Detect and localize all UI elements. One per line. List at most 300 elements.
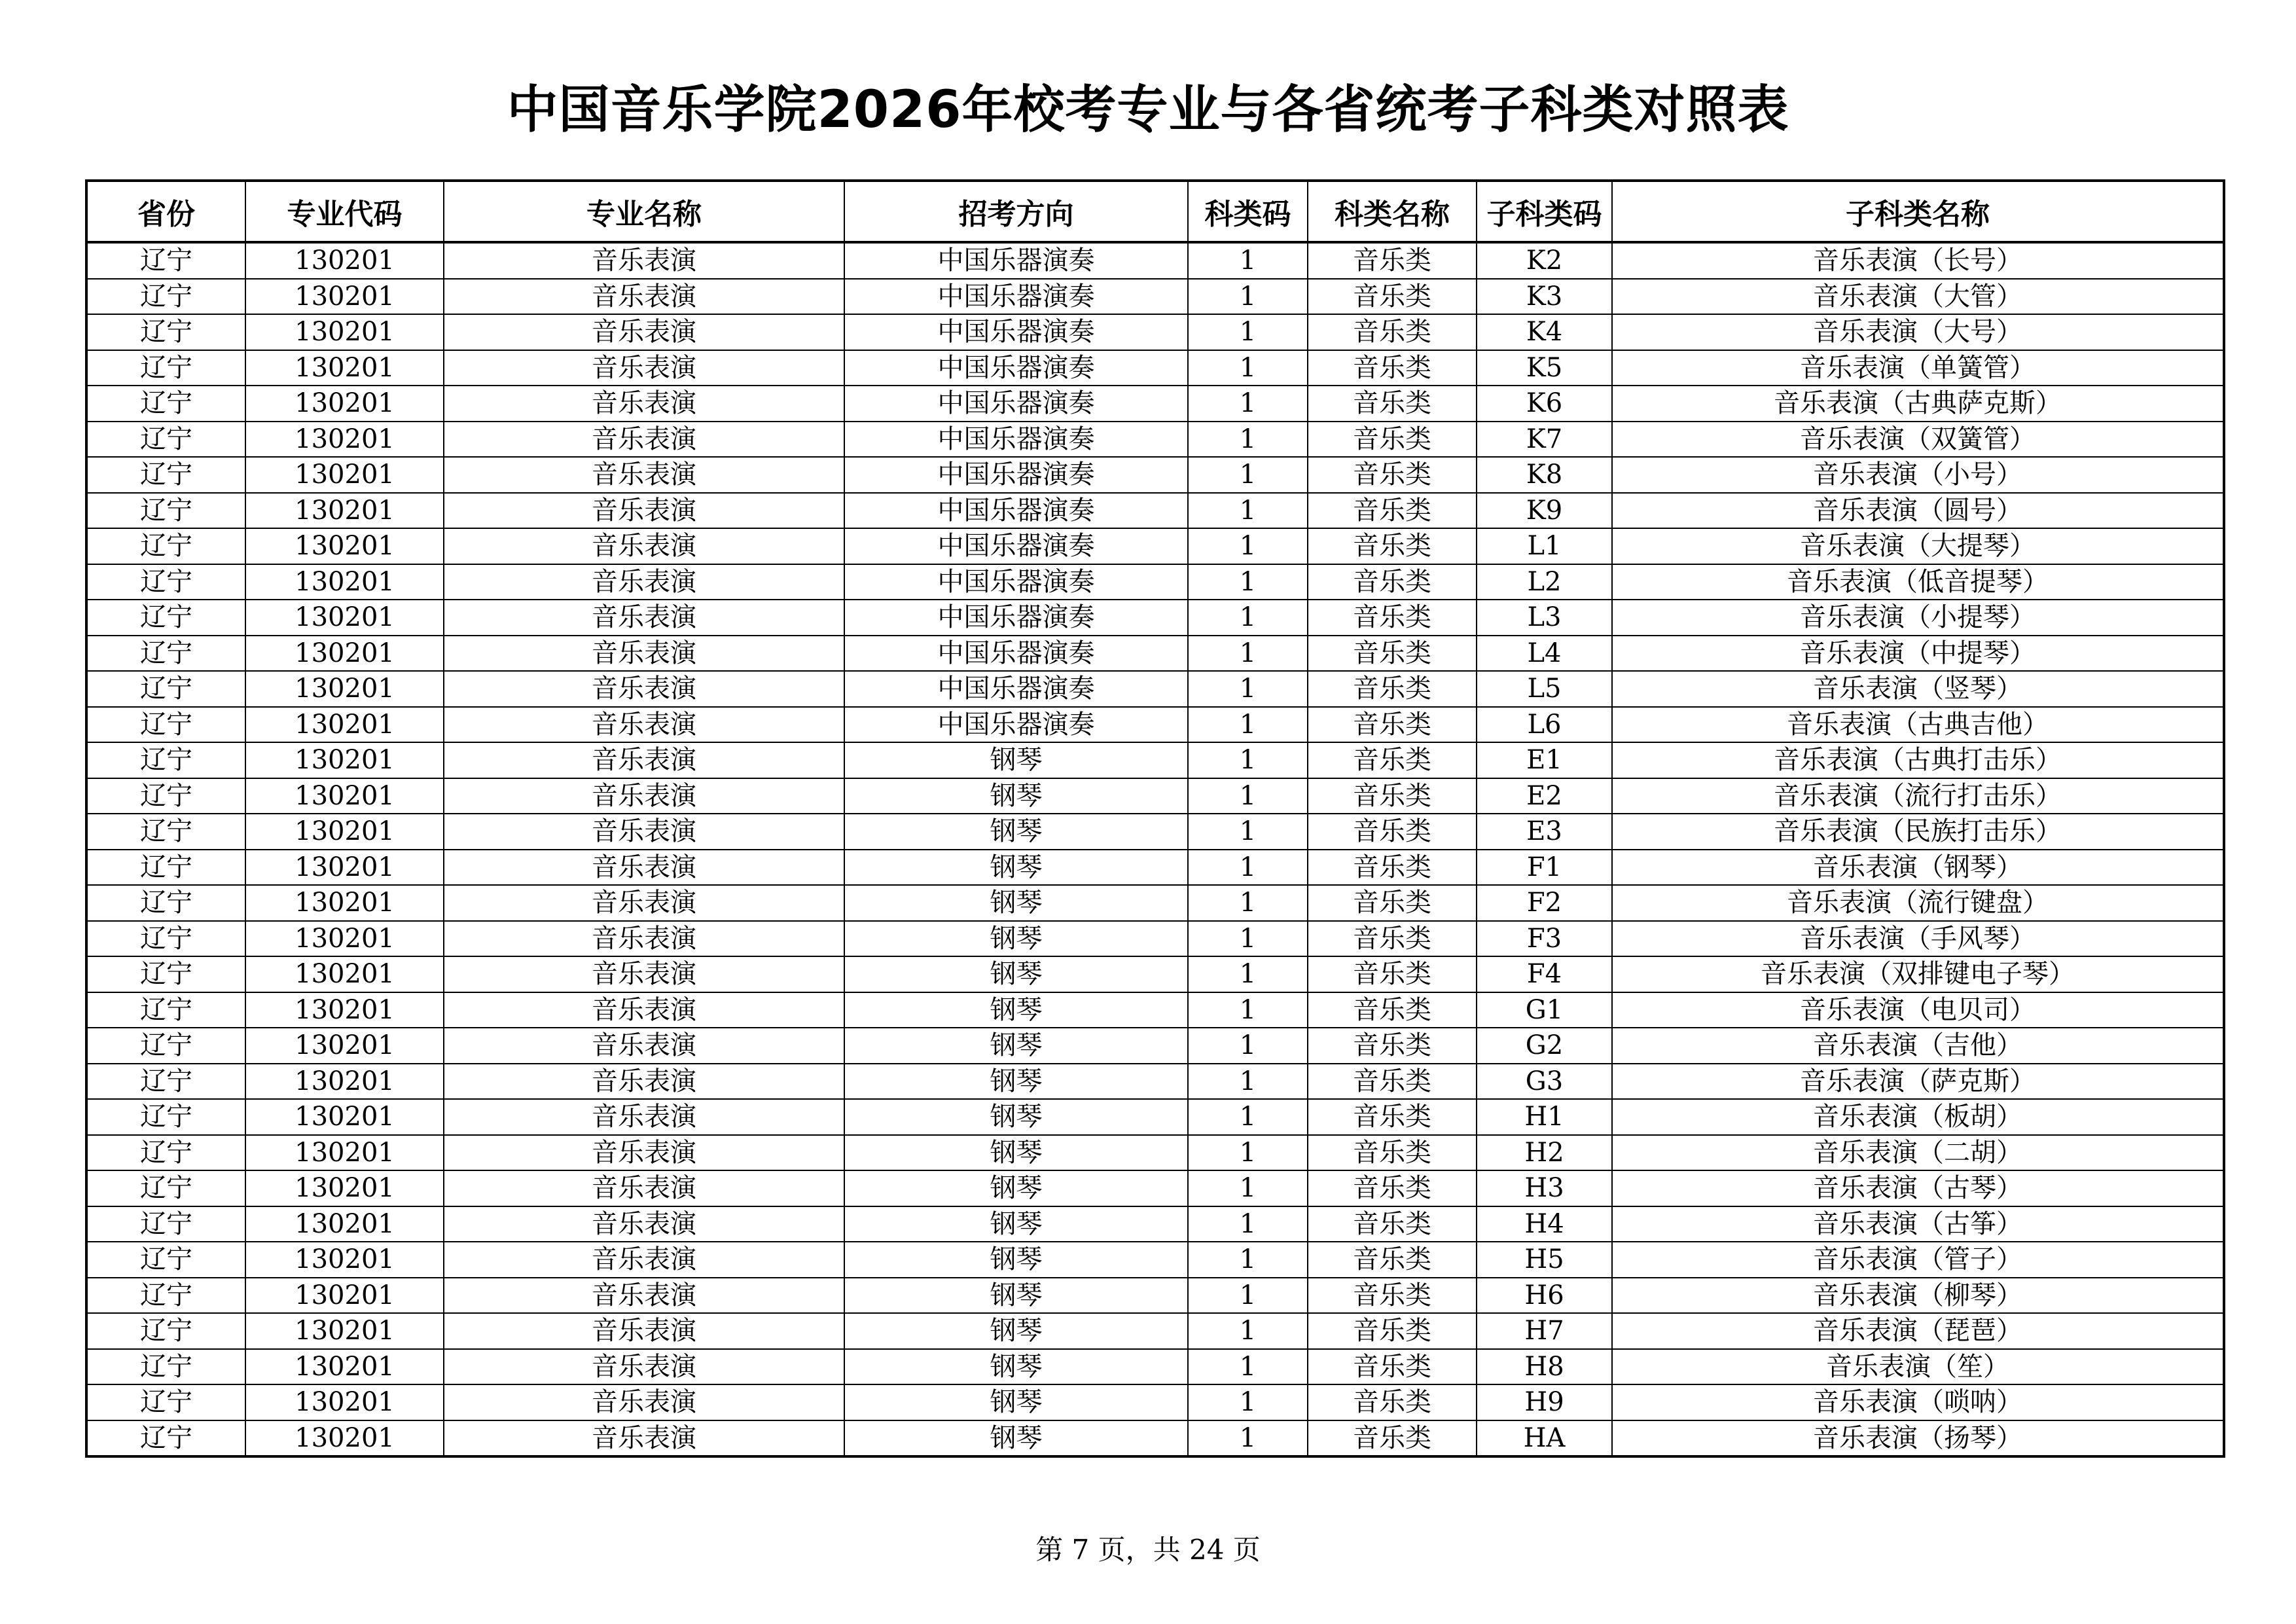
category-name-cell: 音乐类	[1308, 885, 1477, 921]
direction-cell: 中国乐器演奏	[844, 386, 1188, 422]
subcategory-code-cell: F2	[1477, 885, 1612, 921]
subcategory-name-cell: 音乐表演（小提琴）	[1612, 600, 2224, 636]
direction-cell: 钢琴	[844, 1028, 1188, 1064]
province-cell: 辽宁	[86, 528, 245, 564]
subcategory-name-cell: 音乐表演（双簧管）	[1612, 422, 2224, 458]
subcategory-code-cell: K7	[1477, 422, 1612, 458]
category-name-cell: 音乐类	[1308, 814, 1477, 850]
category-code-cell: 1	[1188, 1135, 1308, 1171]
subcategory-code-cell: E2	[1477, 778, 1612, 814]
table-row	[86, 242, 2224, 279]
subcategory-code-cell: L3	[1477, 600, 1612, 636]
category-name-cell: 音乐类	[1308, 1349, 1477, 1385]
subcategory-code-cell: F3	[1477, 921, 1612, 957]
subcategory-code-cell: G3	[1477, 1064, 1612, 1100]
subcategory-name-cell: 音乐表演（古典萨克斯）	[1612, 386, 2224, 422]
category-code-cell: 1	[1188, 1242, 1308, 1278]
direction-cell: 中国乐器演奏	[844, 528, 1188, 564]
direction-cell: 中国乐器演奏	[844, 600, 1188, 636]
major-name-cell: 音乐表演	[444, 1064, 844, 1100]
subcategory-code-cell: L2	[1477, 564, 1612, 600]
major-name-cell: 音乐表演	[444, 1384, 844, 1420]
major-code-cell: 130201	[245, 1099, 444, 1135]
subcategory-code-cell: H5	[1477, 1242, 1612, 1278]
category-code-cell: 1	[1188, 778, 1308, 814]
subcategory-name-cell: 音乐表演（古典吉他）	[1612, 707, 2224, 743]
subcategory-name-cell: 音乐表演（大号）	[1612, 314, 2224, 350]
province-cell: 辽宁	[86, 1313, 245, 1349]
direction-cell: 中国乐器演奏	[844, 457, 1188, 493]
province-cell: 辽宁	[86, 814, 245, 850]
category-name-cell: 音乐类	[1308, 242, 1477, 279]
category-name-cell: 音乐类	[1308, 1064, 1477, 1100]
category-code-cell: 1	[1188, 742, 1308, 778]
major-code-cell: 130201	[245, 1420, 444, 1457]
major-code-cell: 130201	[245, 814, 444, 850]
subcategory-name-cell: 音乐表演（大管）	[1612, 279, 2224, 315]
table-row	[86, 1206, 2224, 1242]
province-cell: 辽宁	[86, 1028, 245, 1064]
major-name-cell: 音乐表演	[444, 1349, 844, 1385]
category-code-cell: 1	[1188, 1278, 1308, 1314]
subcategory-code-cell: H4	[1477, 1206, 1612, 1242]
table-row	[86, 528, 2224, 564]
column-header-subcategory-code: 子科类码	[1477, 181, 1612, 242]
major-code-cell: 130201	[245, 1170, 444, 1206]
major-name-cell: 音乐表演	[444, 350, 844, 386]
province-cell: 辽宁	[86, 707, 245, 743]
direction-cell: 钢琴	[844, 1384, 1188, 1420]
category-code-cell: 1	[1188, 242, 1308, 279]
subcategory-name-cell: 音乐表演（单簧管）	[1612, 350, 2224, 386]
major-name-cell: 音乐表演	[444, 1420, 844, 1457]
subcategory-name-cell: 音乐表演（民族打击乐）	[1612, 814, 2224, 850]
subcategory-name-cell: 音乐表演（板胡）	[1612, 1099, 2224, 1135]
province-cell: 辽宁	[86, 386, 245, 422]
direction-cell: 钢琴	[844, 1206, 1188, 1242]
direction-cell: 钢琴	[844, 1099, 1188, 1135]
category-code-cell: 1	[1188, 314, 1308, 350]
major-name-cell: 音乐表演	[444, 314, 844, 350]
subcategory-name-cell: 音乐表演（大提琴）	[1612, 528, 2224, 564]
category-name-cell: 音乐类	[1308, 921, 1477, 957]
major-code-cell: 130201	[245, 742, 444, 778]
subcategory-name-cell: 音乐表演（低音提琴）	[1612, 564, 2224, 600]
direction-cell: 中国乐器演奏	[844, 350, 1188, 386]
subcategory-name-cell: 音乐表演（小号）	[1612, 457, 2224, 493]
province-cell: 辽宁	[86, 1064, 245, 1100]
column-header-subcategory-name: 子科类名称	[1612, 181, 2224, 242]
major-name-cell: 音乐表演	[444, 1242, 844, 1278]
category-name-cell: 音乐类	[1308, 1028, 1477, 1064]
subcategory-name-cell: 音乐表演（扬琴）	[1612, 1420, 2224, 1457]
province-cell: 辽宁	[86, 457, 245, 493]
category-code-cell: 1	[1188, 1206, 1308, 1242]
subcategory-code-cell: G1	[1477, 992, 1612, 1028]
direction-cell: 钢琴	[844, 1170, 1188, 1206]
table-row	[86, 457, 2224, 493]
category-name-cell: 音乐类	[1308, 742, 1477, 778]
column-header-direction: 招考方向	[844, 181, 1188, 242]
province-cell: 辽宁	[86, 1242, 245, 1278]
table-row	[86, 1170, 2224, 1206]
column-header-major-code: 专业代码	[245, 181, 444, 242]
subcategory-code-cell: E1	[1477, 742, 1612, 778]
direction-cell: 中国乐器演奏	[844, 242, 1188, 279]
category-code-cell: 1	[1188, 921, 1308, 957]
direction-cell: 钢琴	[844, 921, 1188, 957]
table-row	[86, 814, 2224, 850]
category-name-cell: 音乐类	[1308, 1206, 1477, 1242]
direction-cell: 钢琴	[844, 1278, 1188, 1314]
major-name-cell: 音乐表演	[444, 850, 844, 886]
table-row	[86, 1278, 2224, 1314]
major-code-cell: 130201	[245, 1028, 444, 1064]
table-row	[86, 1064, 2224, 1100]
major-code-cell: 130201	[245, 564, 444, 600]
province-cell: 辽宁	[86, 1420, 245, 1457]
province-cell: 辽宁	[86, 564, 245, 600]
category-code-cell: 1	[1188, 636, 1308, 672]
table-row	[86, 1313, 2224, 1349]
table-row	[86, 778, 2224, 814]
province-cell: 辽宁	[86, 921, 245, 957]
category-name-cell: 音乐类	[1308, 1420, 1477, 1457]
major-name-cell: 音乐表演	[444, 564, 844, 600]
major-code-cell: 130201	[245, 386, 444, 422]
subcategory-code-cell: K6	[1477, 386, 1612, 422]
table-row	[86, 422, 2224, 458]
column-header-category-code: 科类码	[1188, 181, 1308, 242]
major-code-cell: 130201	[245, 1064, 444, 1100]
category-name-cell: 音乐类	[1308, 1278, 1477, 1314]
major-code-cell: 130201	[245, 707, 444, 743]
major-name-cell: 音乐表演	[444, 600, 844, 636]
subcategory-code-cell: K3	[1477, 279, 1612, 315]
subcategory-code-cell: L4	[1477, 636, 1612, 672]
subcategory-name-cell: 音乐表演（圆号）	[1612, 493, 2224, 529]
category-name-cell: 音乐类	[1308, 279, 1477, 315]
major-code-cell: 130201	[245, 528, 444, 564]
subcategory-code-cell: G2	[1477, 1028, 1612, 1064]
subcategory-code-cell: K9	[1477, 493, 1612, 529]
province-cell: 辽宁	[86, 956, 245, 992]
category-code-cell: 1	[1188, 814, 1308, 850]
table-row	[86, 956, 2224, 992]
category-code-cell: 1	[1188, 493, 1308, 529]
table-row	[86, 1384, 2224, 1420]
category-name-cell: 音乐类	[1308, 1313, 1477, 1349]
direction-cell: 中国乐器演奏	[844, 707, 1188, 743]
major-name-cell: 音乐表演	[444, 1206, 844, 1242]
category-name-cell: 音乐类	[1308, 314, 1477, 350]
major-name-cell: 音乐表演	[444, 707, 844, 743]
category-name-cell: 音乐类	[1308, 600, 1477, 636]
province-cell: 辽宁	[86, 1099, 245, 1135]
direction-cell: 钢琴	[844, 956, 1188, 992]
subcategory-name-cell: 音乐表演（琵琶）	[1612, 1313, 2224, 1349]
table-row	[86, 600, 2224, 636]
province-cell: 辽宁	[86, 600, 245, 636]
major-name-cell: 音乐表演	[444, 742, 844, 778]
category-code-cell: 1	[1188, 1349, 1308, 1385]
major-code-cell: 130201	[245, 1313, 444, 1349]
major-name-cell: 音乐表演	[444, 1313, 844, 1349]
subcategory-code-cell: K2	[1477, 242, 1612, 279]
subcategory-name-cell: 音乐表演（钢琴）	[1612, 850, 2224, 886]
subcategory-code-cell: H2	[1477, 1135, 1612, 1171]
major-code-cell: 130201	[245, 1384, 444, 1420]
subcategory-name-cell: 音乐表演（古典打击乐）	[1612, 742, 2224, 778]
major-code-cell: 130201	[245, 992, 444, 1028]
table-row	[86, 671, 2224, 707]
category-code-cell: 1	[1188, 1313, 1308, 1349]
major-name-cell: 音乐表演	[444, 1028, 844, 1064]
major-code-cell: 130201	[245, 921, 444, 957]
subcategory-name-cell: 音乐表演（手风琴）	[1612, 921, 2224, 957]
page-title: 中国音乐学院2026年校考专业与各省统考子科类对照表	[507, 81, 1789, 139]
major-code-cell: 130201	[245, 850, 444, 886]
table-body	[86, 242, 2224, 1456]
category-name-cell: 音乐类	[1308, 1384, 1477, 1420]
direction-cell: 钢琴	[844, 1064, 1188, 1100]
major-name-cell: 音乐表演	[444, 457, 844, 493]
table-row	[86, 279, 2224, 315]
direction-cell: 中国乐器演奏	[844, 671, 1188, 707]
table-row	[86, 1099, 2224, 1135]
major-code-cell: 130201	[245, 1278, 444, 1314]
category-code-cell: 1	[1188, 671, 1308, 707]
subcategory-name-cell: 音乐表演（萨克斯）	[1612, 1064, 2224, 1100]
category-name-cell: 音乐类	[1308, 671, 1477, 707]
major-code-cell: 130201	[245, 493, 444, 529]
subcategory-code-cell: HA	[1477, 1420, 1612, 1457]
category-name-cell: 音乐类	[1308, 778, 1477, 814]
subcategory-code-cell: K4	[1477, 314, 1612, 350]
major-code-cell: 130201	[245, 242, 444, 279]
major-code-cell: 130201	[245, 1206, 444, 1242]
category-code-cell: 1	[1188, 564, 1308, 600]
category-name-cell: 音乐类	[1308, 992, 1477, 1028]
category-code-cell: 1	[1188, 386, 1308, 422]
direction-cell: 钢琴	[844, 885, 1188, 921]
category-name-cell: 音乐类	[1308, 457, 1477, 493]
major-name-cell: 音乐表演	[444, 1135, 844, 1171]
subcategory-code-cell: H7	[1477, 1313, 1612, 1349]
direction-cell: 中国乐器演奏	[844, 636, 1188, 672]
major-code-cell: 130201	[245, 1135, 444, 1171]
major-name-cell: 音乐表演	[444, 921, 844, 957]
subcategory-name-cell: 音乐表演（古筝）	[1612, 1206, 2224, 1242]
major-name-cell: 音乐表演	[444, 778, 844, 814]
province-cell: 辽宁	[86, 636, 245, 672]
category-code-cell: 1	[1188, 707, 1308, 743]
subcategory-code-cell: F1	[1477, 850, 1612, 886]
subcategory-name-cell: 音乐表演（流行打击乐）	[1612, 778, 2224, 814]
province-cell: 辽宁	[86, 1206, 245, 1242]
table-row	[86, 1135, 2224, 1171]
category-name-cell: 音乐类	[1308, 1099, 1477, 1135]
major-name-cell: 音乐表演	[444, 956, 844, 992]
subcategory-name-cell: 音乐表演（笙）	[1612, 1349, 2224, 1385]
category-code-cell: 1	[1188, 1384, 1308, 1420]
major-code-cell: 130201	[245, 671, 444, 707]
subcategory-code-cell: H8	[1477, 1349, 1612, 1385]
province-cell: 辽宁	[86, 1384, 245, 1420]
category-name-cell: 音乐类	[1308, 1135, 1477, 1171]
direction-cell: 钢琴	[844, 814, 1188, 850]
table-row	[86, 850, 2224, 886]
direction-cell: 中国乐器演奏	[844, 422, 1188, 458]
direction-cell: 中国乐器演奏	[844, 564, 1188, 600]
subject-mapping-table	[85, 179, 2225, 1458]
direction-cell: 钢琴	[844, 742, 1188, 778]
direction-cell: 钢琴	[844, 1135, 1188, 1171]
province-cell: 辽宁	[86, 422, 245, 458]
major-name-cell: 音乐表演	[444, 279, 844, 315]
major-name-cell: 音乐表演	[444, 992, 844, 1028]
major-name-cell: 音乐表演	[444, 1099, 844, 1135]
subcategory-name-cell: 音乐表演（电贝司）	[1612, 992, 2224, 1028]
column-header-province: 省份	[86, 181, 245, 242]
major-code-cell: 130201	[245, 457, 444, 493]
subcategory-name-cell: 音乐表演（二胡）	[1612, 1135, 2224, 1171]
subcategory-code-cell: H1	[1477, 1099, 1612, 1135]
subcategory-code-cell: L5	[1477, 671, 1612, 707]
province-cell: 辽宁	[86, 742, 245, 778]
major-name-cell: 音乐表演	[444, 242, 844, 279]
subcategory-name-cell: 音乐表演（长号）	[1612, 242, 2224, 279]
category-name-cell: 音乐类	[1308, 493, 1477, 529]
table-row	[86, 1028, 2224, 1064]
category-code-cell: 1	[1188, 1099, 1308, 1135]
category-name-cell: 音乐类	[1308, 707, 1477, 743]
category-code-cell: 1	[1188, 1028, 1308, 1064]
category-code-cell: 1	[1188, 457, 1308, 493]
major-code-cell: 130201	[245, 279, 444, 315]
province-cell: 辽宁	[86, 1278, 245, 1314]
table-row	[86, 885, 2224, 921]
table-row	[86, 992, 2224, 1028]
major-code-cell: 130201	[245, 422, 444, 458]
major-code-cell: 130201	[245, 778, 444, 814]
province-cell: 辽宁	[86, 671, 245, 707]
table-row	[86, 636, 2224, 672]
subcategory-name-cell: 音乐表演（双排键电子琴）	[1612, 956, 2224, 992]
category-name-cell: 音乐类	[1308, 1170, 1477, 1206]
subcategory-code-cell: H3	[1477, 1170, 1612, 1206]
major-code-cell: 130201	[245, 350, 444, 386]
subcategory-name-cell: 音乐表演（唢呐）	[1612, 1384, 2224, 1420]
major-code-cell: 130201	[245, 636, 444, 672]
category-name-cell: 音乐类	[1308, 564, 1477, 600]
subcategory-code-cell: L1	[1477, 528, 1612, 564]
major-code-cell: 130201	[245, 885, 444, 921]
category-name-cell: 音乐类	[1308, 956, 1477, 992]
subcategory-code-cell: H6	[1477, 1278, 1612, 1314]
direction-cell: 中国乐器演奏	[844, 314, 1188, 350]
category-code-cell: 1	[1188, 850, 1308, 886]
province-cell: 辽宁	[86, 314, 245, 350]
table-row	[86, 350, 2224, 386]
direction-cell: 钢琴	[844, 850, 1188, 886]
table-header-row	[86, 181, 2224, 242]
subcategory-name-cell: 音乐表演（柳琴）	[1612, 1278, 2224, 1314]
page-number: 第 7 页，共 24 页	[1035, 1534, 1261, 1566]
major-code-cell: 130201	[245, 956, 444, 992]
province-cell: 辽宁	[86, 1135, 245, 1171]
subcategory-name-cell: 音乐表演（古琴）	[1612, 1170, 2224, 1206]
category-code-cell: 1	[1188, 528, 1308, 564]
major-name-cell: 音乐表演	[444, 671, 844, 707]
direction-cell: 钢琴	[844, 992, 1188, 1028]
major-code-cell: 130201	[245, 600, 444, 636]
category-name-cell: 音乐类	[1308, 350, 1477, 386]
subcategory-name-cell: 音乐表演（中提琴）	[1612, 636, 2224, 672]
direction-cell: 钢琴	[844, 1420, 1188, 1457]
category-code-cell: 1	[1188, 350, 1308, 386]
category-code-cell: 1	[1188, 600, 1308, 636]
table-row	[86, 314, 2224, 350]
category-code-cell: 1	[1188, 1420, 1308, 1457]
table-row	[86, 707, 2224, 743]
subcategory-code-cell: H9	[1477, 1384, 1612, 1420]
province-cell: 辽宁	[86, 350, 245, 386]
category-code-cell: 1	[1188, 422, 1308, 458]
province-cell: 辽宁	[86, 885, 245, 921]
direction-cell: 中国乐器演奏	[844, 279, 1188, 315]
category-code-cell: 1	[1188, 1064, 1308, 1100]
subcategory-name-cell: 音乐表演（竖琴）	[1612, 671, 2224, 707]
category-name-cell: 音乐类	[1308, 528, 1477, 564]
subcategory-code-cell: K8	[1477, 457, 1612, 493]
category-code-cell: 1	[1188, 956, 1308, 992]
table-row	[86, 742, 2224, 778]
category-code-cell: 1	[1188, 1170, 1308, 1206]
major-name-cell: 音乐表演	[444, 636, 844, 672]
major-name-cell: 音乐表演	[444, 422, 844, 458]
major-code-cell: 130201	[245, 314, 444, 350]
subcategory-code-cell: E3	[1477, 814, 1612, 850]
province-cell: 辽宁	[86, 493, 245, 529]
major-name-cell: 音乐表演	[444, 885, 844, 921]
subcategory-name-cell: 音乐表演（管子）	[1612, 1242, 2224, 1278]
table-row	[86, 1420, 2224, 1457]
major-name-cell: 音乐表演	[444, 386, 844, 422]
category-name-cell: 音乐类	[1308, 1242, 1477, 1278]
table-row	[86, 386, 2224, 422]
major-name-cell: 音乐表演	[444, 493, 844, 529]
major-name-cell: 音乐表演	[444, 1170, 844, 1206]
province-cell: 辽宁	[86, 850, 245, 886]
table-row	[86, 921, 2224, 957]
major-name-cell: 音乐表演	[444, 1278, 844, 1314]
subcategory-code-cell: F4	[1477, 956, 1612, 992]
major-name-cell: 音乐表演	[444, 814, 844, 850]
direction-cell: 钢琴	[844, 1349, 1188, 1385]
column-header-category-name: 科类名称	[1308, 181, 1477, 242]
category-name-cell: 音乐类	[1308, 850, 1477, 886]
province-cell: 辽宁	[86, 242, 245, 279]
major-code-cell: 130201	[245, 1349, 444, 1385]
direction-cell: 中国乐器演奏	[844, 493, 1188, 529]
subcategory-name-cell: 音乐表演（流行键盘）	[1612, 885, 2224, 921]
category-name-cell: 音乐类	[1308, 386, 1477, 422]
category-name-cell: 音乐类	[1308, 422, 1477, 458]
table-row	[86, 564, 2224, 600]
province-cell: 辽宁	[86, 1349, 245, 1385]
major-name-cell: 音乐表演	[444, 528, 844, 564]
